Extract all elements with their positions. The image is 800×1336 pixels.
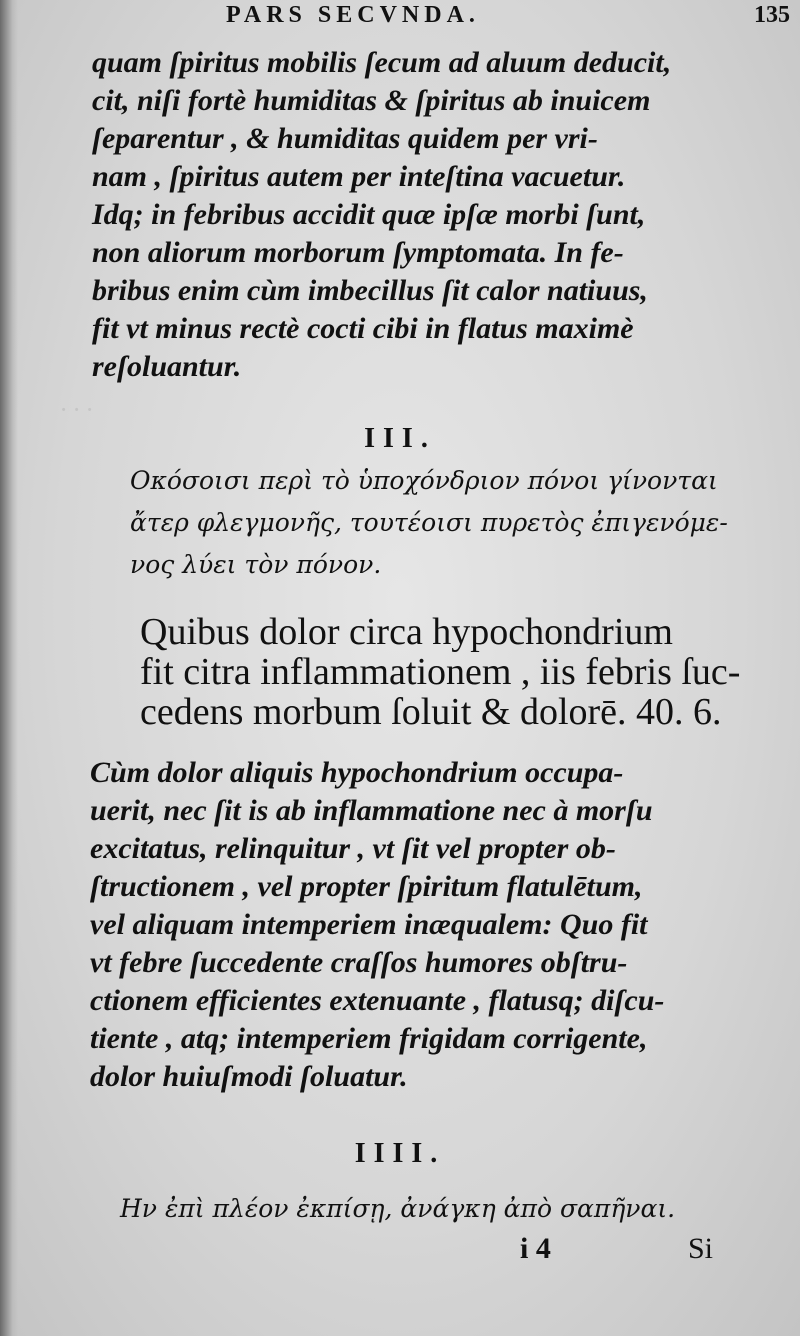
greek-line: νος λύει τὸν πόνον. [130, 550, 382, 579]
commentary [90, 754, 735, 1096]
catchword: Si [688, 1232, 714, 1265]
greek-aphorism [120, 1188, 740, 1230]
page-number: 135 [754, 2, 790, 28]
text-line: ſeparentur , & humiditas quidem per vri- [92, 122, 598, 155]
text-line: bribus enim cùm imbecillus ſit calor natiuus, [92, 274, 648, 307]
text-line: ſtructionem , vel propter ſpiritum flatulētum, [90, 870, 643, 903]
paragraph-continuation [92, 44, 737, 386]
text-line: quam ſpiritus mobilis ſecum ad aluum deducit, [92, 46, 672, 79]
greek-aphorism [130, 460, 740, 586]
text-line: Cùm dolor aliquis hypochondrium occupa- [90, 756, 624, 789]
text-line: Idq; in febribus accidit quæ ipſæ morbi ſunt, [92, 198, 646, 231]
latin-aphorism [140, 612, 760, 732]
running-head: PARS SECVNDA. [226, 2, 480, 28]
text-line: cit, niſi fortè humiditas & ſpiritus ab inuicem [92, 84, 651, 117]
greek-line: ἄτερ φλεγμονῆς, τουτέοισι πυρετὸς ἐπιγενόμε- [130, 508, 728, 537]
latin-line: Quibus dolor circa hypochondrium [140, 611, 673, 653]
text-line: dolor huiuſmodi ſoluatur. [90, 1060, 408, 1093]
text-line: tiente , atq; intemperiem frigidam corrigente, [90, 1022, 648, 1055]
text-line: ctionem efficientes extenuante , flatusq; diſcu- [90, 984, 665, 1017]
text-line: uerit, nec ſit is ab inflammatione nec à morſu [90, 794, 653, 827]
page-header [100, 2, 790, 34]
greek-line: Ην ἐπὶ πλέον ἐκπίσῃ, ἀνάγκη ἀπὸ σαπῆναι. [120, 1194, 676, 1223]
latin-line: cedens morbum ſoluit & dolorē. 40. 6. [140, 691, 722, 733]
text-line: non aliorum morborum ſymptomata. In fe- [92, 236, 624, 269]
text-line: vel aliquam intemperiem inæqualem: Quo fit [90, 908, 648, 941]
text-line: vt febre ſuccedente craſſos humores obſtru- [90, 946, 628, 979]
greek-line: Οκόσοισι περὶ τὸ ὑποχόνδριον πόνοι γίνονται [130, 466, 718, 495]
bleed-through-text: · · · [60, 395, 93, 424]
page-shadow-edge [0, 0, 18, 1336]
section-number: IIII. [354, 1138, 446, 1169]
text-line: nam , ſpiritus autem per inteſtina vacuetur. [92, 160, 626, 193]
text-line: excitatus, relinquitur , vt ſit vel propter ob- [90, 832, 616, 865]
text-line: reſoluantur. [92, 350, 242, 383]
section-number: III. [364, 423, 436, 454]
text-line: fit vt minus rectè cocti cibi in flatus maximè [92, 312, 634, 345]
signature-mark: i 4 [520, 1232, 551, 1265]
latin-line: fit citra inflammationem , iis febris ſuc- [140, 651, 741, 693]
